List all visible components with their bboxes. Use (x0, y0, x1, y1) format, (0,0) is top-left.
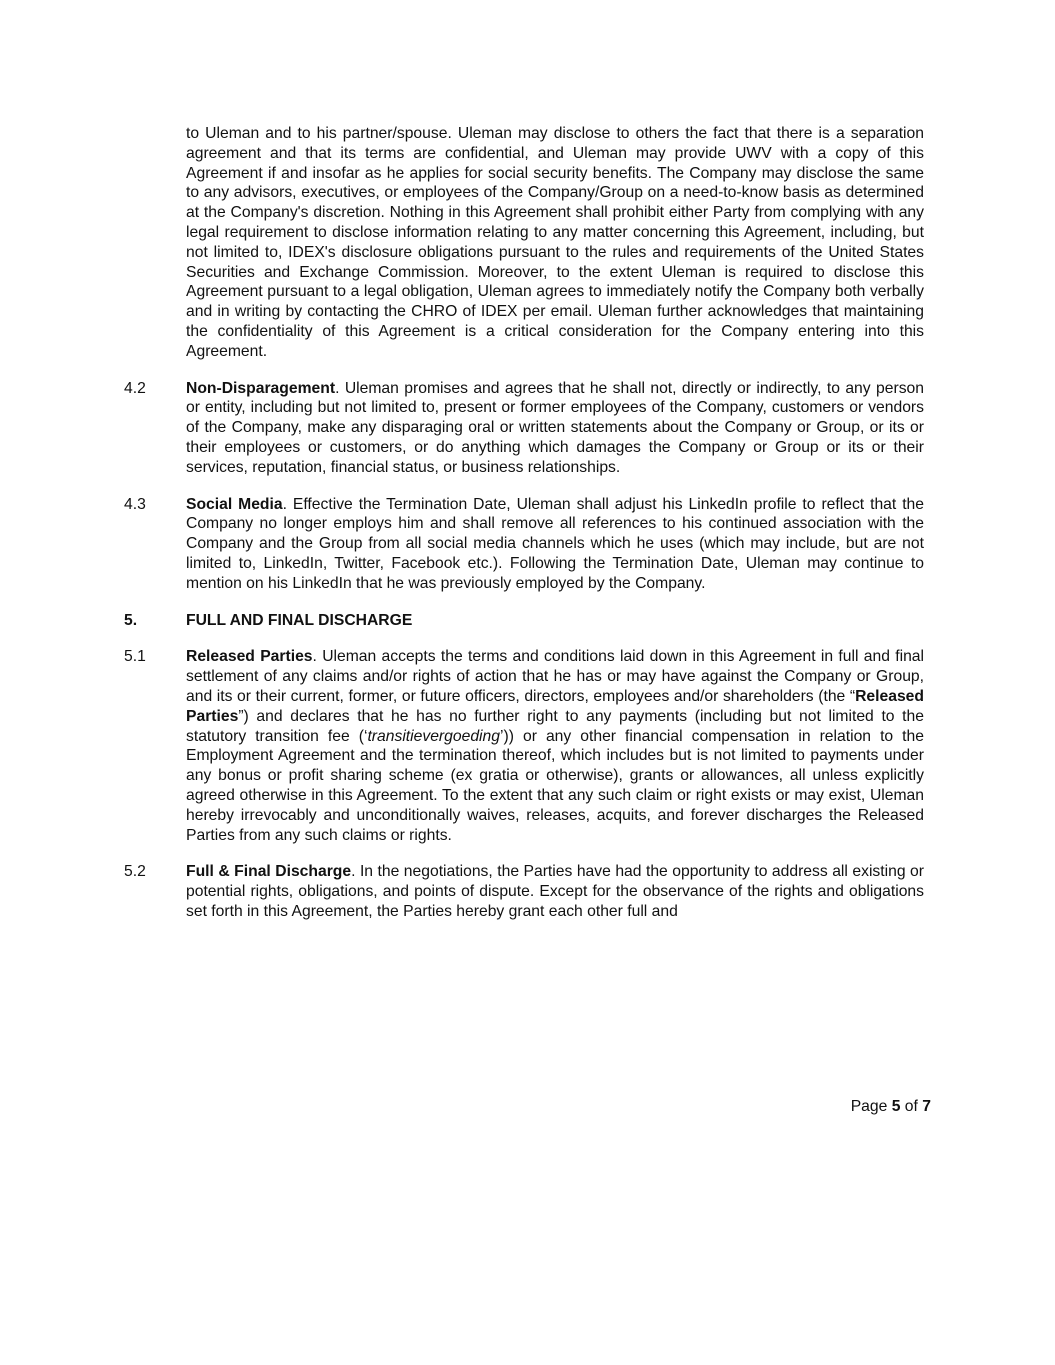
page-number-prefix: Page (850, 1098, 892, 1115)
section-number: 5. (124, 611, 138, 629)
paragraph-text: . Uleman accepts the terms and conditions laid down in this Agreement in full and final settlement of any claims and/or rights of action that he has or may have against the Company or Group, and its or their current, former, or future officers, directors, employees and/or shareholders (the “ (186, 648, 925, 705)
paragraph-text: ”) and declares that he has no further right to any payments (including but not limited to the statutory transition fee (‘ (186, 707, 924, 745)
paragraph-text: . Effective the Termination Date, Uleman shall adjust his LinkedIn profile to reflect that the Company no longer employs him and shall remove all references to his continued association with the Company and the Group from all social media channels which he uses (which may include, but are not limited to, LinkedIn, Twitter, Facebook etc.). Following the Termination Date, Uleman may continue to mention on his LinkedIn that he was previously employed by the Company. (186, 495, 924, 592)
section-title: Social Media (186, 495, 283, 513)
section-title: Released Parties (186, 648, 313, 666)
section-5-2 (124, 862, 924, 921)
paragraph-text: . In the negotiations, the Parties have had the opportunity to address all existing or potential rights, obligations, and points of dispute. Except for the observance of the rights and obligations set forth in this Agreement, the Parties hereby grant each other full and (186, 863, 924, 920)
section-number: 4.2 (124, 379, 146, 397)
paragraph-text: to Uleman and to his partner/spouse. Uleman may disclose to others the fact that there is a separation agreement and that its terms are confidential, and Uleman may provide UWV with a copy of this Agreement if and insofar as he applies for social security benefits. The Company may disclose the same to any advisors, executives, or employees of the Company/Group on a need-to-know basis as determined at the Company's discretion. Nothing in this Agreement shall prohibit either Party from complying with any legal requirement to disclose information relating to any matter concerning this Agreement, including, but not limited to, IDEX's disclosure obligations pursuant to the rules and requirements of the United States Securities and Exchange Commission. Moreover, to the extent Uleman is required to disclose this Agreement pursuant to a legal obligation, Uleman agrees to immediately notify the Company both verbally and in writing by contacting the CHRO of IDEX per email. Uleman further acknowledges that maintaining the confidentiality of this Agreement is a critical consideration for the Company entering into this Agreement. (186, 125, 924, 360)
paragraph-text: ’)) or any other financial compensation in relation to the Employment Agreement and the termination thereof, which includes but is not limited to payments under any bonus or profit sharing scheme (ex gratia or otherwise), grants or allowances, all unless explicitly agreed otherwise in this Agreement. To the extent that any such claim or right exists or may exist, Uleman hereby irrevocably and unconditionally waives, releases, acquits, and forever discharges the Released Parties from any such claims or rights. (186, 727, 924, 844)
section-heading: FULL AND FINAL DISCHARGE (186, 611, 413, 629)
page-number-total: 7 (922, 1098, 931, 1115)
paragraph-text: . Uleman promises and agrees that he shall not, directly or indirectly, to any person or entity, including but not limited to, present or former employees of the Company, customers or vendors of the Company, make any disparaging oral or written statements about the Company or Group, or its or their employees or customers, or do anything which damages the Company or Group or its or their services, reputation, financial status, or business relationships. (186, 379, 924, 476)
section-5-heading (124, 611, 924, 631)
page-number-current: 5 (891, 1098, 901, 1115)
section-4-2 (124, 379, 924, 478)
document-body (124, 124, 924, 922)
italic-term: transitievergoeding (367, 727, 500, 745)
section-4-3 (124, 495, 924, 594)
defined-term: Released Parties (186, 687, 924, 725)
section-number: 5.2 (124, 863, 146, 881)
page-number-middle: of (900, 1098, 923, 1115)
section-number: 4.3 (124, 495, 146, 513)
section-title: Full & Final Discharge (186, 863, 352, 881)
page-number (851, 1097, 931, 1117)
section-5-1 (124, 647, 924, 845)
section-4-1-continuation (124, 124, 924, 362)
section-number: 5.1 (124, 648, 146, 666)
section-title: Non-Disparagement (186, 379, 336, 397)
